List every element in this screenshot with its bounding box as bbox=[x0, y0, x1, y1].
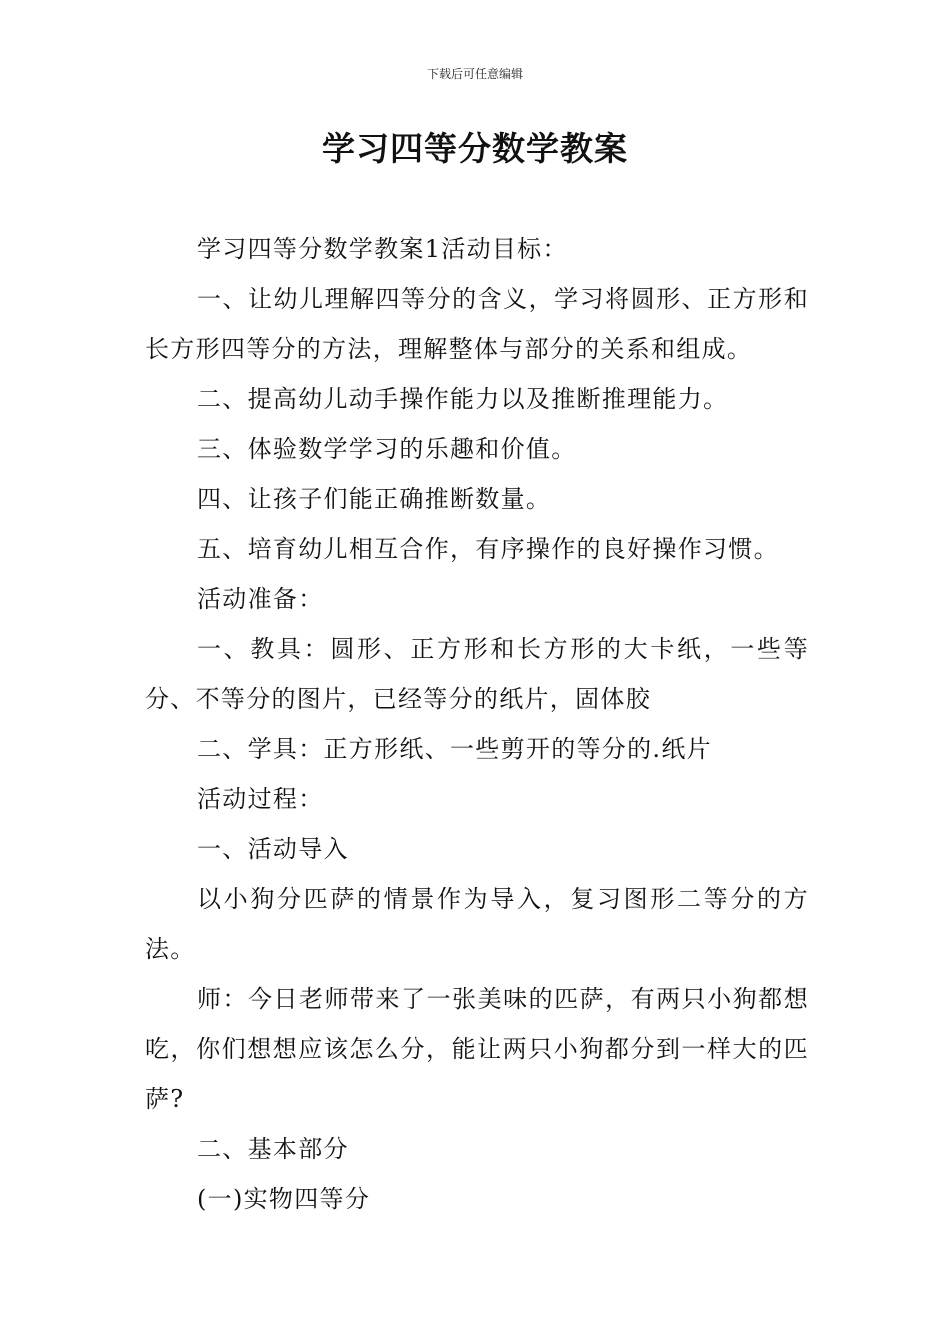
paragraph-intro-text: 以小狗分匹萨的情景作为导入，复习图形二等分的方法。 bbox=[145, 885, 809, 963]
paragraph-section-heading: 学习四等分数学教案1活动目标： bbox=[197, 235, 568, 263]
document-body bbox=[145, 224, 809, 1224]
paragraph-intro-heading: 一、活动导入 bbox=[197, 835, 349, 863]
paragraph-goal-3: 三、体验数学学习的乐趣和价值。 bbox=[197, 435, 577, 463]
paragraph-preparation-heading: 活动准备： bbox=[197, 585, 324, 613]
page-header-note: 下载后可任意编辑 bbox=[426, 67, 523, 81]
paragraph-teaching-aids: 一、教具：圆形、正方形和长方形的大卡纸，一些等分、不等分的图片，已经等分的纸片，固体胶 bbox=[145, 635, 809, 713]
paragraph-goal-1: 一、让幼儿理解四等分的含义，学习将圆形、正方形和长方形四等分的方法，理解整体与部分的关系和组成。 bbox=[145, 285, 809, 363]
paragraph-subsection-heading: (一)实物四等分 bbox=[197, 1185, 371, 1213]
paragraph-basic-part-heading: 二、基本部分 bbox=[197, 1135, 349, 1163]
document-title: 学习四等分数学教案 bbox=[322, 129, 628, 168]
paragraph-goal-5: 五、培育幼儿相互合作，有序操作的良好操作习惯。 bbox=[197, 535, 779, 563]
paragraph-process-heading: 活动过程： bbox=[197, 785, 324, 813]
paragraph-teacher-dialogue: 师：今日老师带来了一张美味的匹萨，有两只小狗都想吃，你们想想应该怎么分，能让两只小狗都分到一样大的匹萨? bbox=[145, 985, 809, 1113]
paragraph-learning-aids: 二、学具：正方形纸、一些剪开的等分的.纸片 bbox=[197, 735, 712, 763]
paragraph-goal-2: 二、提高幼儿动手操作能力以及推断推理能力。 bbox=[197, 385, 729, 413]
paragraph-goal-4: 四、让孩子们能正确推断数量。 bbox=[197, 485, 552, 513]
